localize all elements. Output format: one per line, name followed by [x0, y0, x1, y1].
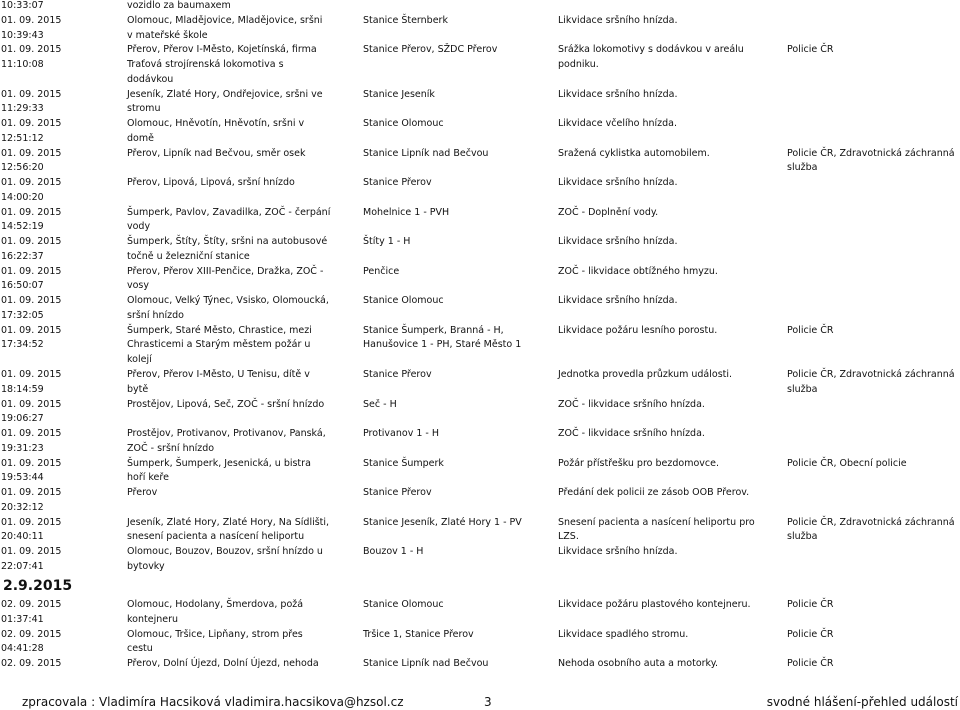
- location-cell: cestu: [127, 643, 153, 655]
- other-services-cell: Policie ČR, Zdravotnická záchranná: [787, 516, 955, 528]
- footer-report-title: svodné hlášení-přehled událostí: [766, 695, 958, 709]
- action-cell: Nehoda osobního auta a motorky.: [558, 658, 718, 669]
- location-cell: Jeseník, Zlaté Hory, Zlaté Hory, Na Sídlišti,: [127, 516, 330, 528]
- date-time-cell: 01. 09. 2015: [1, 295, 62, 307]
- action-cell: Likvidace sršního hnízda.: [558, 236, 678, 248]
- location-cell: Olomouc, Tršice, Lipňany, strom přes: [127, 628, 303, 640]
- unit-cell: Stanice Olomouc: [363, 118, 444, 130]
- unit-cell: Penčice: [363, 265, 400, 277]
- date-time-cell: 20:40:11: [1, 531, 44, 543]
- action-cell: Předání dek policii ze zásob OOB Přerov.: [558, 487, 750, 499]
- date-time-cell: 01. 09. 2015: [1, 487, 62, 499]
- location-cell: Chrasticemi a Starým městem požár u: [127, 339, 311, 351]
- date-time-cell: 10:33:07: [1, 0, 44, 11]
- date-time-cell: 01. 09. 2015: [1, 236, 62, 248]
- other-services-cell: Policie ČR: [787, 599, 834, 610]
- date-time-cell: 01. 09. 2015: [1, 44, 62, 56]
- unit-cell: Protivanov 1 - H: [363, 428, 440, 440]
- action-cell: podniku.: [558, 59, 599, 71]
- location-cell: domě: [127, 132, 154, 144]
- other-services-cell: služba: [787, 383, 818, 395]
- action-cell: Srážka lokomotivy s dodávkou v areálu: [558, 44, 744, 56]
- date-time-cell: 02. 09. 2015: [1, 658, 62, 669]
- date-time-cell: 10:39:43: [1, 29, 44, 41]
- date-time-cell: 11:10:08: [1, 59, 44, 71]
- table-row: [0, 659, 960, 676]
- action-cell: Požár přístřešku pro bezdomovce.: [558, 457, 719, 469]
- action-cell: ZOČ - likvidace sršního hnízda.: [558, 428, 705, 440]
- location-cell: kolejí: [127, 354, 152, 366]
- action-cell: Likvidace sršního hnízda.: [558, 177, 678, 189]
- location-cell: sršní hnízdo: [127, 309, 184, 321]
- unit-cell: Stanice Přerov: [363, 177, 432, 189]
- location-cell: Šumperk, Štíty, Štíty, sršni na autobusové: [127, 236, 328, 248]
- date-time-cell: 17:34:52: [1, 339, 44, 351]
- other-services-cell: Policie ČR: [787, 324, 834, 336]
- date-time-cell: 01. 09. 2015: [1, 398, 62, 410]
- unit-cell: Bouzov 1 - H: [363, 546, 424, 558]
- action-cell: Likvidace požáru plastového kontejneru.: [558, 599, 751, 610]
- action-cell: LZS.: [558, 531, 579, 543]
- date-time-cell: 01. 09. 2015: [1, 118, 62, 130]
- location-cell: vody: [127, 221, 151, 233]
- unit-cell: Stanice Lipník nad Bečvou: [363, 658, 489, 669]
- unit-cell: Stanice Šumperk, Branná - H,: [363, 324, 504, 336]
- location-cell: točně u železniční stanice: [127, 250, 250, 262]
- location-cell: bytovky: [127, 560, 165, 572]
- unit-cell: Stanice Olomouc: [363, 599, 444, 610]
- unit-cell: Seč - H: [363, 398, 397, 410]
- location-cell: Olomouc, Mladějovice, Mladějovice, sršni: [127, 14, 323, 26]
- date-time-cell: 14:00:20: [1, 191, 44, 203]
- unit-cell: Stanice Olomouc: [363, 295, 444, 307]
- location-cell: Šumperk, Šumperk, Jesenická, u bistra: [127, 457, 311, 469]
- unit-cell: Stanice Přerov, SŽDC Přerov: [363, 44, 498, 56]
- location-cell: vozidlo za baumaxem: [127, 0, 231, 11]
- action-cell: Jednotka provedla průzkum události.: [558, 369, 733, 380]
- location-cell: Prostějov, Protivanov, Protivanov, Panská,: [127, 428, 326, 440]
- location-cell: Přerov, Dolní Újezd, Dolní Újezd, nehoda: [127, 658, 319, 669]
- date-time-cell: 11:29:33: [1, 103, 44, 115]
- location-cell: dodávkou: [127, 73, 174, 85]
- date-time-cell: 19:06:27: [1, 413, 44, 425]
- unit-cell: Stanice Šumperk: [363, 457, 444, 469]
- location-cell: Přerov, Přerov I-Město, Kojetínská, firma: [127, 44, 317, 56]
- location-cell: snesení pacienta a nasícení heliportu: [127, 531, 305, 543]
- location-cell: kontejneru: [127, 613, 178, 625]
- date-time-cell: 01. 09. 2015: [1, 546, 62, 558]
- date-time-cell: 01. 09. 2015: [1, 369, 62, 380]
- action-cell: Likvidace sršního hnízda.: [558, 295, 678, 307]
- date-time-cell: 18:14:59: [1, 383, 44, 395]
- other-services-cell: Policie ČR, Zdravotnická záchranná: [787, 147, 955, 159]
- date-time-cell: 01. 09. 2015: [1, 516, 62, 528]
- unit-cell: Tršice 1, Stanice Přerov: [363, 628, 474, 640]
- action-cell: Likvidace spadlého stromu.: [558, 628, 689, 640]
- date-time-cell: 19:53:44: [1, 472, 44, 484]
- unit-cell: Mohelnice 1 - PVH: [363, 206, 450, 218]
- other-services-cell: Policie ČR, Obecní policie: [787, 457, 907, 469]
- unit-cell: Stanice Šternberk: [363, 14, 448, 26]
- location-cell: vosy: [127, 280, 150, 292]
- location-cell: Olomouc, Velký Týnec, Vsisko, Olomoucká,: [127, 295, 329, 307]
- action-cell: Snesení pacienta a nasícení heliportu pro: [558, 516, 755, 528]
- unit-cell: Stanice Lipník nad Bečvou: [363, 147, 489, 159]
- action-cell: ZOČ - likvidace sršního hnízda.: [558, 398, 705, 410]
- location-cell: Šumperk, Pavlov, Zavadilka, ZOČ - čerpání: [127, 206, 331, 218]
- date-heading: 2.9.2015: [3, 578, 73, 594]
- date-time-cell: 16:22:37: [1, 250, 44, 262]
- date-time-cell: 01. 09. 2015: [1, 265, 62, 277]
- location-cell: ZOČ - sršní hnízdo: [127, 442, 215, 454]
- date-time-cell: 01. 09. 2015: [1, 88, 62, 100]
- date-time-cell: 12:51:12: [1, 132, 44, 144]
- unit-cell: Stanice Jeseník, Zlaté Hory 1 - PV: [363, 516, 522, 528]
- date-time-cell: 02. 09. 2015: [1, 628, 62, 640]
- location-cell: Prostějov, Lipová, Seč, ZOČ - sršní hnízdo: [127, 398, 325, 410]
- date-time-cell: 01:37:41: [1, 613, 44, 625]
- location-cell: Přerov, Přerov I-Město, U Tenisu, dítě v: [127, 369, 310, 380]
- unit-cell: Stanice Jeseník: [363, 88, 435, 100]
- location-cell: Olomouc, Hodolany, Šmerdova, požá: [127, 599, 304, 610]
- action-cell: Likvidace sršního hnízda.: [558, 88, 678, 100]
- date-time-cell: 04:41:28: [1, 643, 44, 655]
- location-cell: v mateřské škole: [127, 29, 208, 41]
- unit-cell: Stanice Přerov: [363, 487, 432, 499]
- other-services-cell: Policie ČR: [787, 628, 834, 640]
- location-cell: Přerov, Lipová, Lipová, sršní hnízdo: [127, 177, 295, 189]
- location-cell: Olomouc, Hněvotín, Hněvotín, sršni v: [127, 118, 305, 130]
- date-time-cell: 01. 09. 2015: [1, 206, 62, 218]
- date-time-cell: 02. 09. 2015: [1, 599, 62, 610]
- date-time-cell: 20:32:12: [1, 501, 44, 513]
- action-cell: Likvidace sršního hnízda.: [558, 546, 678, 558]
- other-services-cell: Policie ČR: [787, 658, 834, 669]
- date-time-cell: 01. 09. 2015: [1, 457, 62, 469]
- date-time-cell: 19:31:23: [1, 442, 44, 454]
- action-cell: ZOČ - Doplnění vody.: [558, 206, 659, 218]
- other-services-cell: služba: [787, 162, 818, 174]
- location-cell: Jeseník, Zlaté Hory, Ondřejovice, sršni ve: [127, 88, 323, 100]
- unit-cell: Hanušovice 1 - PH, Staré Město 1: [363, 339, 522, 351]
- date-time-cell: 22:07:41: [1, 560, 44, 572]
- date-time-cell: 01. 09. 2015: [1, 324, 62, 336]
- location-cell: Olomouc, Bouzov, Bouzov, sršní hnízdo u: [127, 546, 323, 558]
- action-cell: Sražená cyklistka automobilem.: [558, 147, 710, 159]
- other-services-cell: Policie ČR, Zdravotnická záchranná: [787, 369, 955, 380]
- date-time-cell: 01. 09. 2015: [1, 177, 62, 189]
- location-cell: Traťová strojírenská lokomotiva s: [127, 59, 284, 71]
- location-cell: Přerov, Lipník nad Bečvou, směr osek: [127, 147, 306, 159]
- date-time-cell: 17:32:05: [1, 309, 44, 321]
- date-time-cell: 01. 09. 2015: [1, 14, 62, 26]
- action-cell: Likvidace sršního hnízda.: [558, 14, 678, 26]
- action-cell: ZOČ - likvidace obtížného hmyzu.: [558, 265, 718, 277]
- other-services-cell: Policie ČR: [787, 44, 834, 56]
- other-services-cell: služba: [787, 531, 818, 543]
- footer-page-number: 3: [484, 695, 492, 709]
- location-cell: Přerov: [127, 487, 158, 499]
- location-cell: bytě: [127, 383, 149, 395]
- location-cell: stromu: [127, 103, 161, 115]
- footer-author: zpracovala : Vladimíra Hacsiková vladimira.hacsikova@hzsol.cz: [22, 695, 404, 709]
- date-time-cell: 01. 09. 2015: [1, 428, 62, 440]
- unit-cell: Štíty 1 - H: [363, 236, 411, 248]
- date-time-cell: 12:56:20: [1, 162, 44, 174]
- date-time-cell: 16:50:07: [1, 280, 44, 292]
- unit-cell: Stanice Přerov: [363, 369, 432, 380]
- location-cell: hoří keře: [127, 472, 169, 484]
- location-cell: Šumperk, Staré Město, Chrastice, mezi: [127, 324, 312, 336]
- action-cell: Likvidace včelího hnízda.: [558, 118, 677, 130]
- date-time-cell: 01. 09. 2015: [1, 147, 62, 159]
- location-cell: Přerov, Přerov XIII-Penčice, Dražka, ZOČ -: [127, 265, 324, 277]
- date-time-cell: 14:52:19: [1, 221, 44, 233]
- table-row: [0, 562, 960, 579]
- action-cell: Likvidace požáru lesního porostu.: [558, 324, 718, 336]
